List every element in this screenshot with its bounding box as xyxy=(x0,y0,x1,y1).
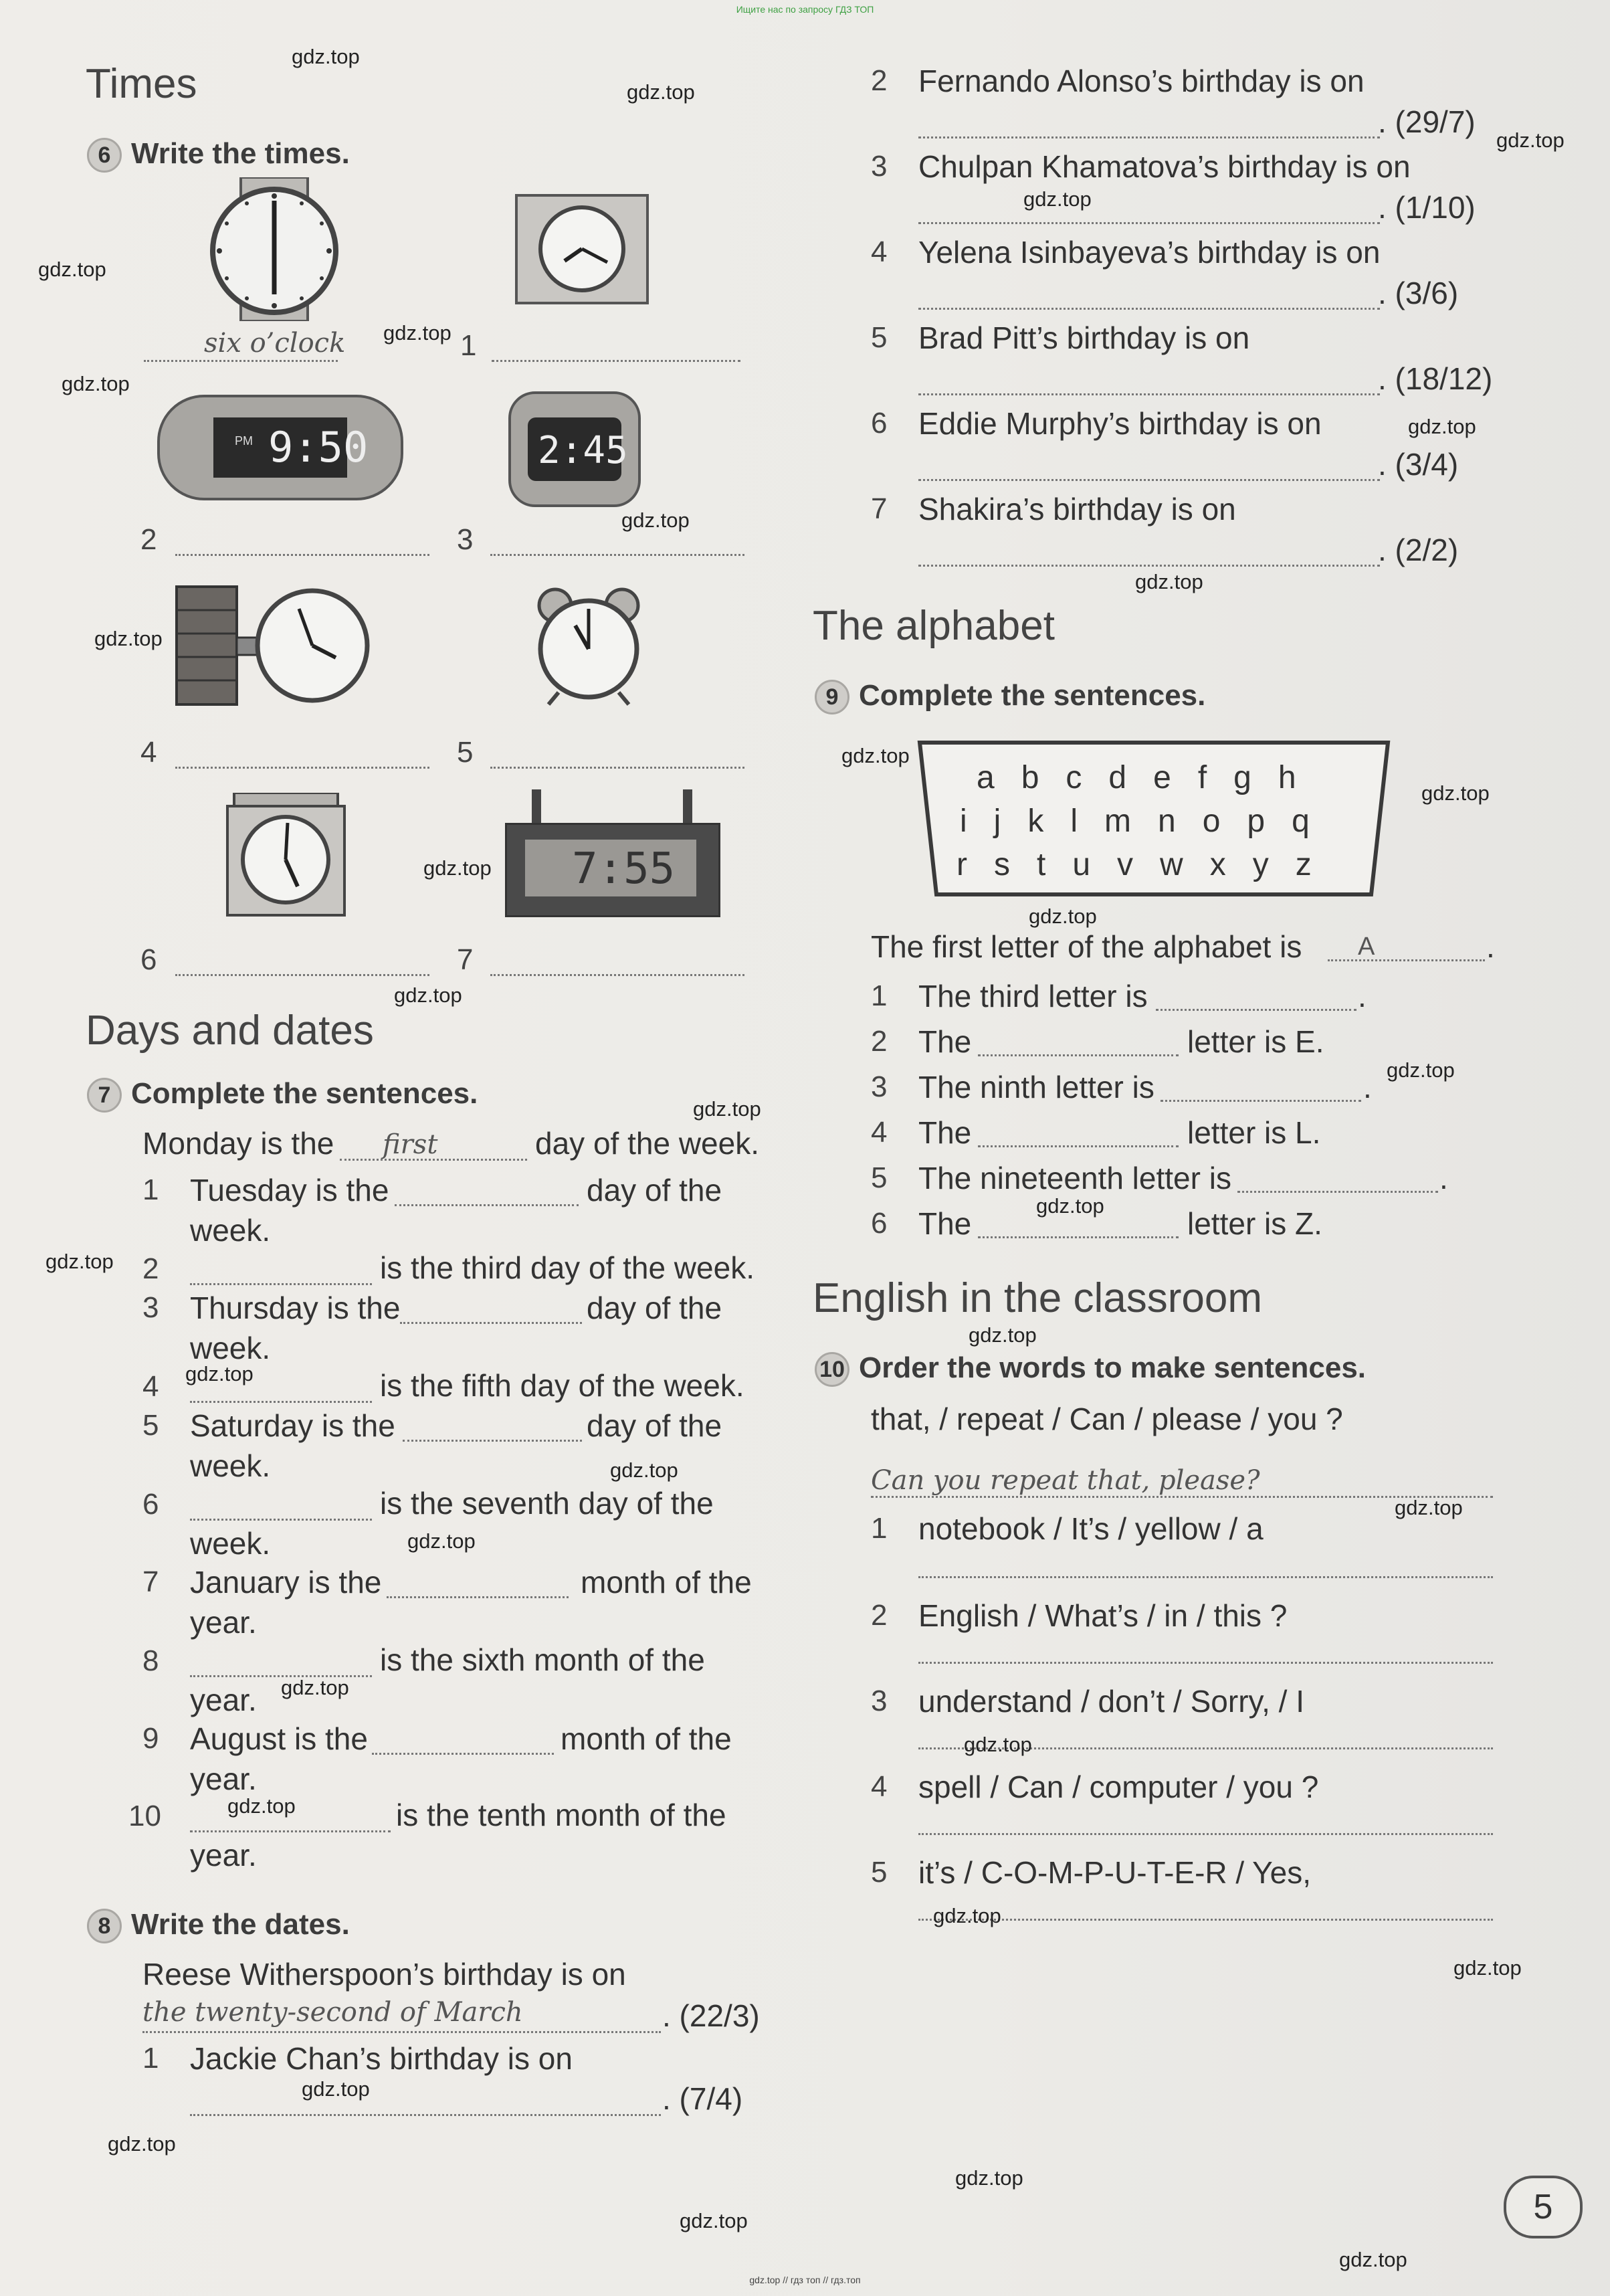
date-item-3-number: 3 xyxy=(871,150,888,183)
days-q4-text: is the fifth day of the week. xyxy=(380,1368,744,1403)
classroom-example-words: that, / repeat / Can / please / you ? xyxy=(871,1402,1343,1436)
pm-indicator: PM xyxy=(235,434,253,448)
days-q5-text-c: week. xyxy=(190,1448,271,1483)
alphabet-q5-number: 5 xyxy=(871,1161,888,1194)
watermark: gdz.top xyxy=(292,45,360,68)
alphabet-q3-period: . xyxy=(1363,1070,1372,1105)
alphabet-q4-number: 4 xyxy=(871,1116,888,1149)
exercise-6-number: 6 xyxy=(87,138,122,173)
days-q8-text-c: year. xyxy=(190,1683,257,1717)
alphabet-q2-text-a: The xyxy=(918,1024,972,1059)
alphabet-example-period: . xyxy=(1486,929,1495,964)
watermark: gdz.top xyxy=(621,508,690,532)
days-q6-text-c: week. xyxy=(190,1526,271,1561)
square-desk-clock-icon xyxy=(515,194,649,304)
date-item-3-code: . (1/10) xyxy=(1378,190,1476,225)
watermark: gdz.top xyxy=(680,2209,748,2232)
days-q2-number: 2 xyxy=(142,1252,159,1285)
time-item-5-number: 5 xyxy=(457,736,474,769)
date-item-6-text: Eddie Murphy’s birthday is on xyxy=(918,406,1322,441)
watermark: gdz.top xyxy=(693,1097,761,1121)
date-item-1-text: Jackie Chan’s birthday is on xyxy=(190,2041,573,2076)
alphabet-box xyxy=(916,739,1391,896)
watermark: gdz.top xyxy=(423,856,492,880)
date-item-1-code: . (7/4) xyxy=(662,2081,743,2116)
digital-time-7-55: 7:55 xyxy=(572,844,676,894)
watermark: gdz.top xyxy=(281,1676,349,1699)
wall-clock-icon xyxy=(175,585,376,706)
exercise-7-number: 7 xyxy=(87,1078,122,1113)
watermark: gdz.top xyxy=(969,1323,1037,1347)
alphabet-q2-text-b: letter is E. xyxy=(1187,1024,1324,1059)
watermark: gdz.top xyxy=(38,258,106,281)
watermark: gdz.top xyxy=(45,1250,114,1273)
classroom-heading: English in the classroom xyxy=(813,1275,1262,1321)
days-q4-number: 4 xyxy=(142,1370,159,1403)
exercise-9-title xyxy=(815,679,1205,714)
days-q3-text-a: Thursday is the xyxy=(190,1290,401,1325)
classroom-item-4-number: 4 xyxy=(871,1770,888,1803)
classroom-item-4-text: spell / Can / computer / you ? xyxy=(918,1769,1319,1804)
classroom-item-2-text: English / What’s / in / this ? xyxy=(918,1598,1288,1633)
watermark: gdz.top xyxy=(407,1529,476,1553)
watermark: gdz.top xyxy=(1387,1058,1455,1082)
date-item-7-text: Shakira’s birthday is on xyxy=(918,492,1236,527)
date-item-1-number: 1 xyxy=(142,2042,159,2075)
classroom-item-3-number: 3 xyxy=(871,1685,888,1717)
watermark: gdz.top xyxy=(108,2132,176,2156)
days-example-start: Monday is the xyxy=(142,1126,334,1161)
time-item-4-number: 4 xyxy=(140,736,157,769)
days-q7-text-a: January is the xyxy=(190,1565,382,1600)
alphabet-example-text: The first letter of the alphabet is xyxy=(871,929,1302,964)
classroom-example-answer: Can you repeat that, please? xyxy=(871,1465,1260,1496)
watermark: gdz.top xyxy=(383,321,451,345)
date-item-6-code: . (3/4) xyxy=(1378,447,1459,482)
dates-example-answer: the twenty-second of March xyxy=(142,1997,523,2028)
alphabet-row-2: i j k l m n o p q xyxy=(960,803,1310,839)
times-heading: Times xyxy=(86,61,197,107)
watermark: gdz.top xyxy=(1453,1956,1522,1980)
time-item-6-number: 6 xyxy=(140,943,157,976)
days-q2-text: is the third day of the week. xyxy=(380,1250,754,1285)
days-q10-text-b: is the tenth month of the xyxy=(396,1798,726,1832)
exercise-6-instruction: Write the times. xyxy=(131,137,350,170)
days-q3-text-c: week. xyxy=(190,1331,271,1365)
exercise-7-instruction: Complete the sentences. xyxy=(131,1077,478,1110)
days-q1-text-a: Tuesday is the xyxy=(190,1173,389,1208)
days-q7-text-c: year. xyxy=(190,1605,257,1640)
wristwatch-clock-icon xyxy=(194,177,355,321)
alphabet-q5-text: The nineteenth letter is xyxy=(918,1161,1231,1195)
classroom-item-5-number: 5 xyxy=(871,1856,888,1889)
watermark: gdz.top xyxy=(1135,570,1203,593)
days-q6-number: 6 xyxy=(142,1488,159,1521)
time-item-7-number: 7 xyxy=(457,943,474,976)
date-item-5-text: Brad Pitt’s birthday is on xyxy=(918,320,1250,355)
date-item-2-text: Fernando Alonso’s birthday is on xyxy=(918,64,1365,98)
watermark: gdz.top xyxy=(302,2077,370,2101)
time-item-1-number: 1 xyxy=(460,329,477,362)
days-q10-number: 10 xyxy=(128,1800,161,1832)
example-time-answer: six o’clock xyxy=(204,328,346,359)
days-q1-text-c: week. xyxy=(190,1213,271,1248)
exercise-9-number: 9 xyxy=(815,680,849,714)
days-q9-text-a: August is the xyxy=(190,1721,368,1756)
date-item-5-code: . (18/12) xyxy=(1378,361,1493,396)
days-q1-number: 1 xyxy=(142,1173,159,1206)
days-q5-text-b: day of the xyxy=(587,1408,722,1443)
classroom-item-1-number: 1 xyxy=(871,1512,888,1545)
alphabet-row-3: r s t u v w x y z xyxy=(957,847,1312,882)
time-item-3-number: 3 xyxy=(457,523,474,556)
watermark: gdz.top xyxy=(627,80,695,104)
page-number: 5 xyxy=(1504,2176,1583,2238)
alphabet-q5-period: . xyxy=(1439,1161,1448,1195)
digital-watch-icon xyxy=(508,391,641,507)
top-search-note: Ищите нас по запросу ГДЗ ТОП xyxy=(736,4,874,15)
alphabet-q3-number: 3 xyxy=(871,1070,888,1103)
days-q8-number: 8 xyxy=(142,1644,159,1677)
alphabet-q4-text-b: letter is L. xyxy=(1187,1115,1321,1150)
date-item-2-code: . (29/7) xyxy=(1378,104,1476,139)
exercise-6-title xyxy=(87,137,350,173)
date-item-4-text: Yelena Isinbayeva’s birthday is on xyxy=(918,235,1381,270)
digital-time-9-50: 9:50 xyxy=(268,423,369,472)
alphabet-example-answer: A xyxy=(1358,933,1375,961)
alphabet-q4-text-a: The xyxy=(918,1115,972,1150)
days-q5-text-a: Saturday is the xyxy=(190,1408,395,1443)
watermark: gdz.top xyxy=(227,1794,296,1818)
digital-station-clock-icon xyxy=(505,789,719,917)
days-example-end: day of the week. xyxy=(535,1126,759,1161)
digital-alarm-clock-icon xyxy=(157,395,403,500)
watermark: gdz.top xyxy=(841,744,910,767)
alphabet-q1-text: The third letter is xyxy=(918,979,1148,1014)
bottom-note: gdz.top // гдз топ // гдз.топ xyxy=(749,2275,861,2285)
exercise-10-number: 10 xyxy=(815,1352,849,1387)
days-q3-number: 3 xyxy=(142,1291,159,1324)
days-q10-text-c: year. xyxy=(190,1838,257,1873)
classroom-item-5-text: it’s / C-O-M-P-U-T-E-R / Yes, xyxy=(918,1855,1311,1890)
watermark: gdz.top xyxy=(1395,1496,1463,1519)
days-q7-text-b: month of the xyxy=(581,1565,752,1600)
alarm-clock-icon xyxy=(528,585,649,706)
date-item-7-number: 7 xyxy=(871,492,888,525)
alphabet-q6-text-b: letter is Z. xyxy=(1187,1206,1322,1241)
watermark: gdz.top xyxy=(62,372,130,395)
date-item-6-number: 6 xyxy=(871,407,888,440)
watermark: gdz.top xyxy=(1023,187,1092,211)
days-q9-number: 9 xyxy=(142,1722,159,1755)
classroom-item-3-text: understand / don’t / Sorry, / I xyxy=(918,1684,1304,1719)
exercise-10-instruction: Order the words to make sentences. xyxy=(859,1351,1367,1384)
exercise-8-number: 8 xyxy=(87,1909,122,1943)
days-q8-text-b: is the sixth month of the xyxy=(380,1642,705,1677)
exercise-8-instruction: Write the dates. xyxy=(131,1908,350,1941)
watermark: gdz.top xyxy=(1339,2248,1407,2271)
watermark: gdz.top xyxy=(1029,904,1097,928)
watermark: gdz.top xyxy=(1496,128,1565,152)
days-example-answer: first xyxy=(383,1129,438,1160)
watermark: gdz.top xyxy=(94,627,163,650)
alphabet-q1-number: 1 xyxy=(871,979,888,1012)
date-item-3-text: Chulpan Khamatova’s birthday is on xyxy=(918,149,1411,184)
days-q9-text-c: year. xyxy=(190,1761,257,1796)
days-q1-text-b: day of the xyxy=(587,1173,722,1208)
watermark: gdz.top xyxy=(1036,1194,1104,1218)
dates-example-text: Reese Witherspoon’s birthday is on xyxy=(142,1957,626,1992)
days-q6-text-b: is the seventh day of the xyxy=(380,1486,714,1521)
alphabet-q1-period: . xyxy=(1358,979,1367,1014)
days-q7-number: 7 xyxy=(142,1565,159,1598)
date-item-4-code: . (3/6) xyxy=(1378,276,1459,310)
days-dates-heading: Days and dates xyxy=(86,1008,374,1054)
watermark: gdz.top xyxy=(1408,415,1476,438)
date-item-5-number: 5 xyxy=(871,321,888,354)
date-item-7-code: . (2/2) xyxy=(1378,533,1459,567)
exercise-7-title xyxy=(87,1077,478,1113)
alphabet-q2-number: 2 xyxy=(871,1025,888,1058)
exercise-9-instruction: Complete the sentences. xyxy=(859,679,1206,712)
date-item-4-number: 4 xyxy=(871,235,888,268)
alphabet-q6-number: 6 xyxy=(871,1207,888,1240)
exercise-10-title xyxy=(815,1351,1366,1387)
dates-example-code: . (22/3) xyxy=(662,1998,760,2033)
time-item-2-number: 2 xyxy=(140,523,157,556)
alphabet-row-1: a b c d e f g h xyxy=(977,760,1296,795)
classroom-item-1-text: notebook / It’s / yellow / a xyxy=(918,1511,1264,1546)
watermark: gdz.top xyxy=(1421,781,1490,805)
watermark: gdz.top xyxy=(933,1904,1001,1927)
alphabet-heading: The alphabet xyxy=(813,603,1055,649)
days-q3-text-b: day of the xyxy=(587,1290,722,1325)
alphabet-q6-text-a: The xyxy=(918,1206,972,1241)
date-item-2-number: 2 xyxy=(871,64,888,97)
watermark: gdz.top xyxy=(394,983,462,1007)
classroom-item-2-number: 2 xyxy=(871,1599,888,1632)
mantel-clock-icon xyxy=(224,793,348,917)
watermark: gdz.top xyxy=(610,1458,678,1482)
days-q9-text-b: month of the xyxy=(561,1721,732,1756)
exercise-8-title xyxy=(87,1908,350,1943)
watermark: gdz.top xyxy=(955,2166,1023,2190)
days-q5-number: 5 xyxy=(142,1409,159,1442)
watermark: gdz.top xyxy=(185,1362,254,1385)
alphabet-q3-text: The ninth letter is xyxy=(918,1070,1154,1105)
watermark: gdz.top xyxy=(964,1733,1032,1756)
digital-time-2-45: 2:45 xyxy=(538,429,628,472)
